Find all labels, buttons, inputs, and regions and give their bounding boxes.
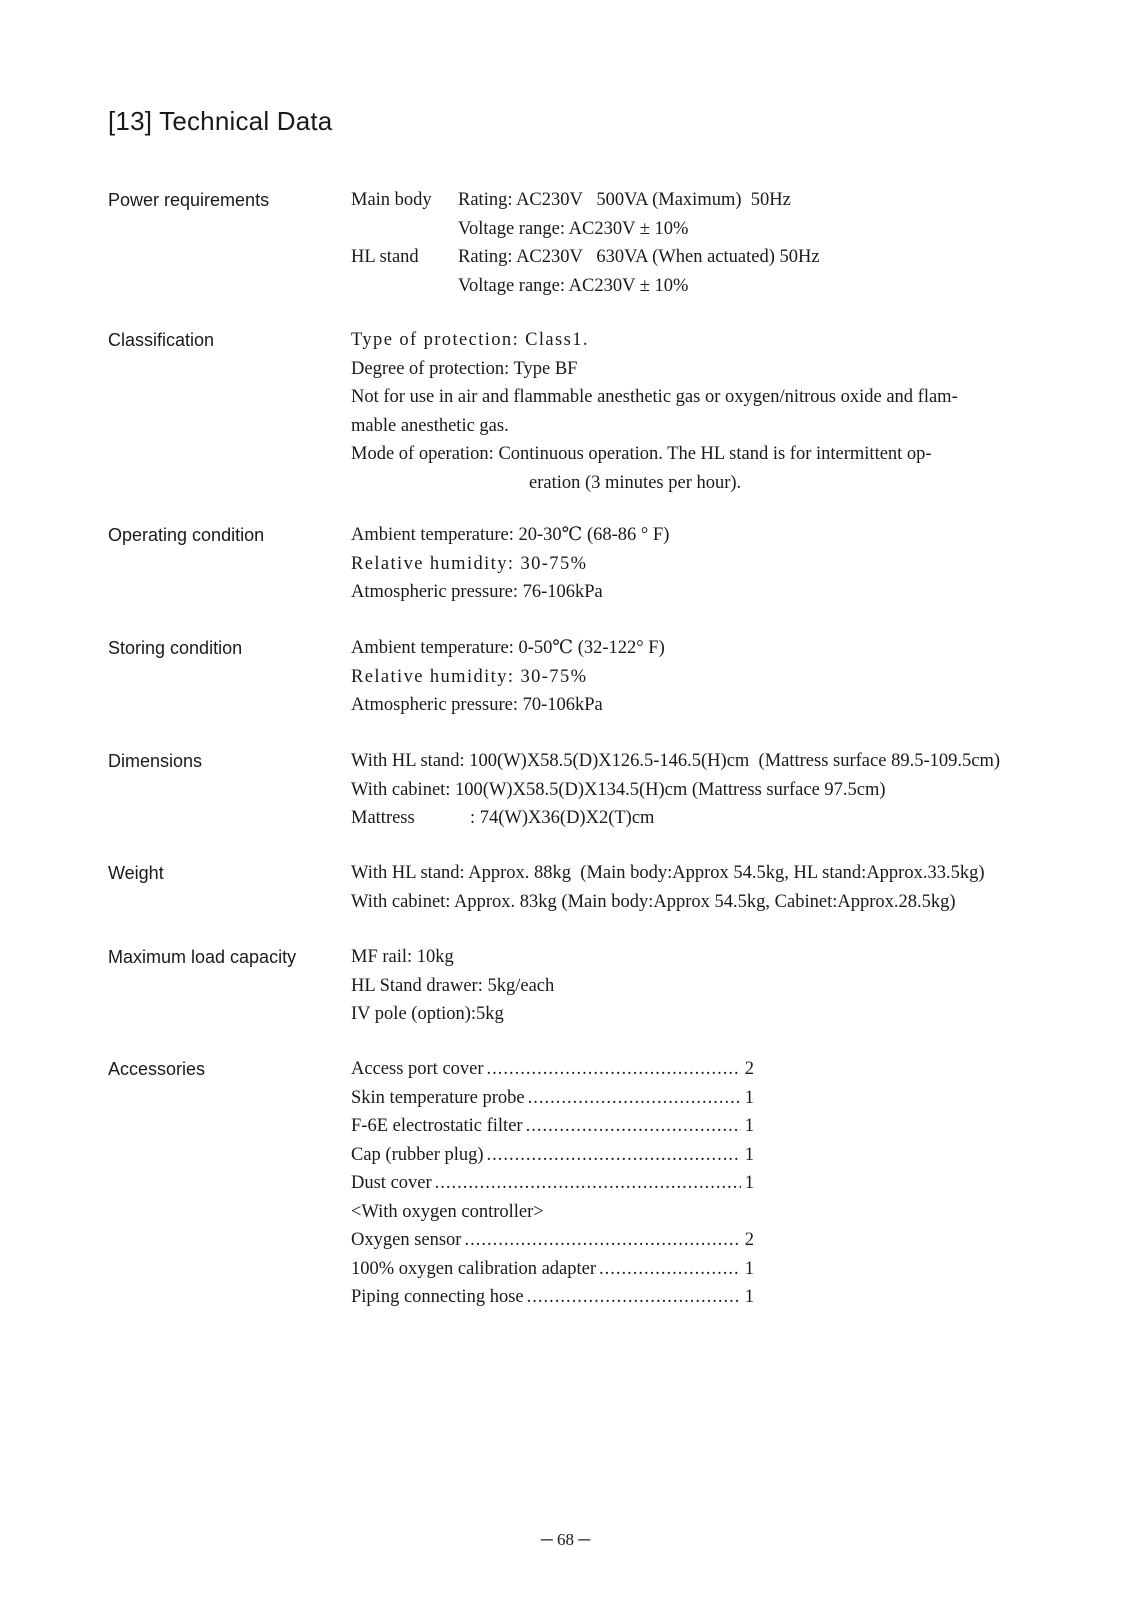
list-item: [351, 1255, 754, 1284]
power-main-body-key: Main body: [351, 190, 432, 210]
page-title: [13] Technical Data: [108, 106, 333, 136]
accessory-qty: 2: [744, 1059, 754, 1079]
accessory-qty: 1: [744, 1116, 754, 1136]
mattress-value: : 74(W)X36(D)X2(T)cm: [470, 808, 655, 828]
storing-line: Ambient temperature: 0-50℃ (32-122° F): [351, 638, 665, 658]
list-item: [351, 1226, 754, 1255]
power-main-body-voltage-row: [351, 215, 820, 244]
accessories-content: [351, 1055, 754, 1312]
leader-dots: [599, 1255, 741, 1284]
operating-line: Atmospheric pressure: 76-106kPa: [351, 582, 603, 602]
power-requirements-content: [351, 186, 820, 300]
classification-line: Not for use in air and flammable anesthetic gas or oxygen/nitrous oxide and flam-: [351, 387, 958, 407]
leader-dots: [435, 1169, 741, 1198]
leader-dots: [528, 1084, 741, 1113]
load-line: IV pole (option):5kg: [351, 1004, 504, 1024]
label-dimensions: Dimensions: [108, 751, 203, 771]
accessory-name: Dust cover: [351, 1173, 432, 1193]
accessory-name: Skin temperature probe: [351, 1087, 525, 1108]
list-item: [351, 1055, 754, 1084]
storing-line: Atmospheric pressure: 70-106kPa: [351, 695, 603, 715]
label-storing-condition: Storing condition: [108, 638, 243, 658]
classification-line: Mode of operation: Continuous operation. The HL stand is for intermittent op-: [351, 444, 932, 464]
classification-line: mable anesthetic gas.: [351, 415, 509, 436]
label-operating-condition: Operating condition: [108, 525, 265, 545]
power-hl-stand-key: HL stand: [351, 247, 419, 267]
leader-dots: [487, 1055, 741, 1084]
storing-line: Relative humidity: 30-75%: [351, 666, 588, 687]
list-item: [351, 1283, 754, 1312]
load-line: MF rail: 10kg: [351, 947, 454, 967]
accessory-name: Cap (rubber plug): [351, 1144, 484, 1165]
accessory-name: 100% oxygen calibration adapter: [351, 1258, 597, 1279]
leader-dots: [526, 1112, 741, 1141]
accessory-qty: 1: [744, 1087, 754, 1108]
label-power-requirements: Power requirements: [108, 190, 270, 210]
accessory-name: Oxygen sensor: [351, 1230, 462, 1250]
list-item: [351, 1084, 754, 1113]
label-maximum-load-capacity: Maximum load capacity: [108, 947, 297, 967]
weight-line: With cabinet: Approx. 83kg (Main body:Approx 54.5kg, Cabinet:Approx.28.5kg): [351, 891, 956, 912]
mattress-key: Mattress: [351, 808, 415, 828]
classification-line: Type of protection: Class1.: [351, 330, 589, 350]
power-hl-stand-voltage-row: [351, 272, 820, 301]
label-weight: Weight: [108, 863, 164, 883]
leader-dots: [464, 1226, 740, 1255]
label-accessories: Accessories: [108, 1059, 206, 1079]
power-hl-stand-row: [351, 243, 820, 272]
accessory-qty: 1: [744, 1258, 754, 1279]
power-hl-stand-rating: Rating: AC230V 630VA (When actuated) 50Hz: [458, 247, 820, 267]
accessory-qty: 1: [744, 1287, 754, 1307]
oxygen-controller-heading: <With oxygen controller>: [351, 1201, 544, 1222]
weight-line: With HL stand: Approx. 88kg (Main body:Approx 54.5kg, HL stand:Approx.33.5kg): [351, 863, 985, 883]
label-classification: Classification: [108, 330, 215, 350]
operating-condition-content: [351, 521, 669, 607]
power-main-body-voltage: Voltage range: AC230V ± 10%: [458, 218, 689, 239]
operating-line: Ambient temperature: 20-30℃ (68-86 ° F): [351, 525, 670, 545]
classification-line: Degree of protection: Type BF: [351, 358, 578, 379]
classification-hanging-line: eration (3 minutes per hour).: [529, 472, 742, 493]
accessory-name: Piping connecting hose: [351, 1287, 524, 1307]
accessory-name: Access port cover: [351, 1059, 484, 1079]
load-line: HL Stand drawer: 5kg/each: [351, 975, 555, 996]
page-number: ─ 68 ─: [540, 1530, 591, 1549]
accessory-qty: 1: [744, 1144, 754, 1165]
weight-content: [351, 859, 985, 916]
leader-dots: [487, 1141, 741, 1170]
storing-condition-content: [351, 634, 665, 720]
accessory-qty: 1: [744, 1173, 754, 1193]
power-main-body-rating: Rating: AC230V 500VA (Maximum) 50Hz: [458, 190, 791, 210]
dimensions-line: With cabinet: 100(W)X58.5(D)X134.5(H)cm (Mattress surface 97.5cm): [351, 779, 886, 800]
accessory-qty: 2: [744, 1230, 754, 1250]
accessory-name: F-6E electrostatic filter: [351, 1116, 523, 1136]
list-item: [351, 1169, 754, 1198]
list-item: [351, 1141, 754, 1170]
dimensions-line: With HL stand: 100(W)X58.5(D)X126.5-146.5(H)cm (Mattress surface 89.5-109.5cm): [351, 751, 1000, 771]
list-item: [351, 1112, 754, 1141]
power-hl-stand-voltage: Voltage range: AC230V ± 10%: [458, 275, 689, 296]
power-main-body-row: [351, 186, 820, 215]
operating-line: Relative humidity: 30-75%: [351, 553, 588, 574]
maximum-load-content: [351, 943, 554, 1029]
dimensions-content: [351, 747, 1000, 833]
classification-content: [351, 326, 958, 497]
dimensions-mattress-line: [351, 804, 1000, 833]
leader-dots: [527, 1283, 741, 1312]
